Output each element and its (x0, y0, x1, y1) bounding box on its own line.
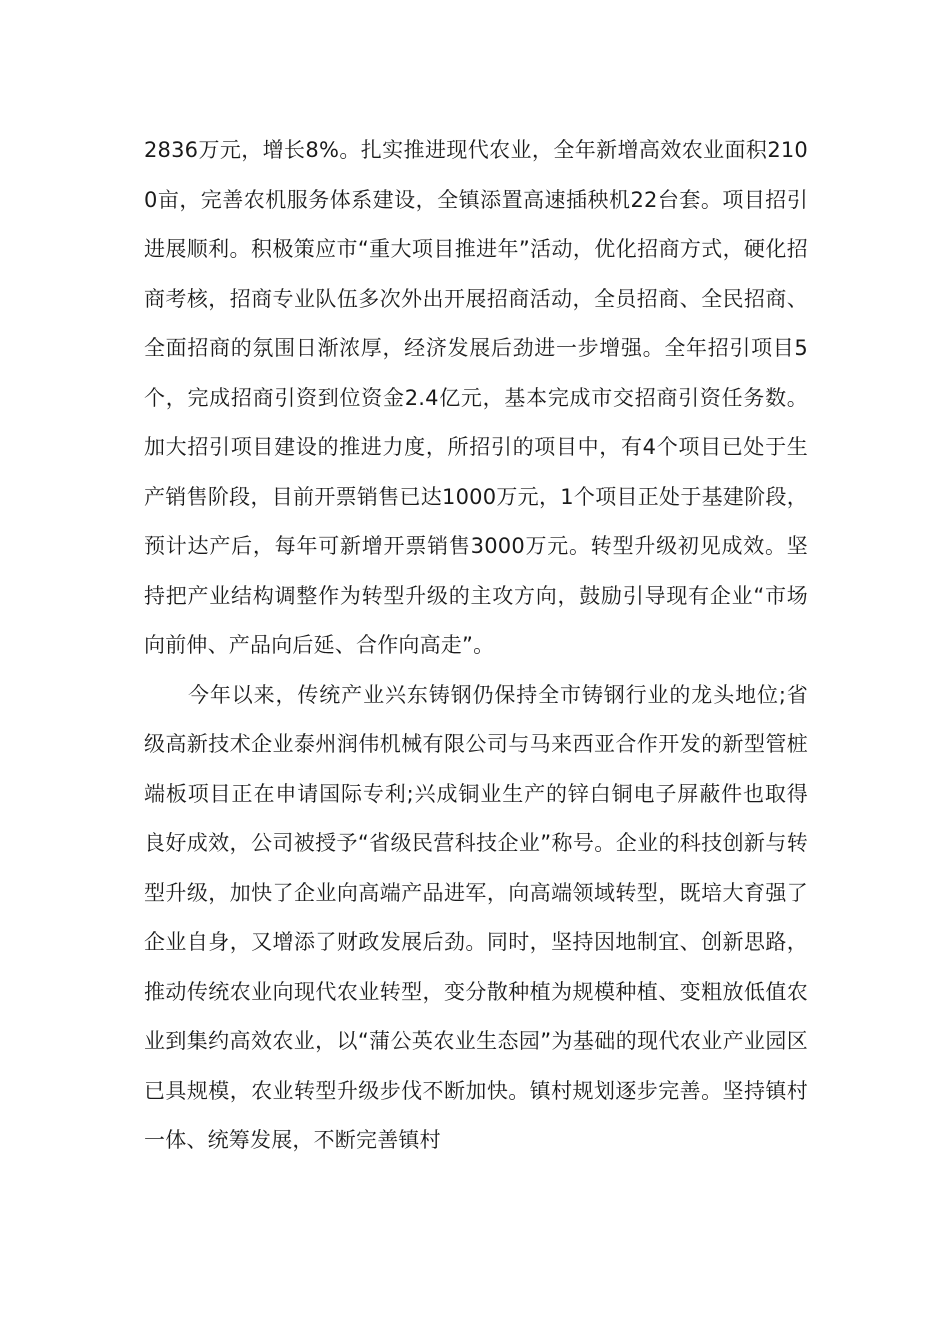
paragraph-2: 今年以来，传统产业兴东铸钢仍保持全市铸钢行业的龙头地位;省级高新技术企业泰州润伟机械有限公司与马来西亚合作开发的新型管桩端板项目正在申请国际专利;兴成铜业生产的锌白铜电子屏蔽件也取得良好成效，公司被授予“省级民营科技企业”称号。企业的科技创新与转型升级，加快了企业向高端产品进军，向高端领域转型，既培大育强了企业自身，又增添了财政发展后劲。同时，坚持因地制宜、创新思路，推动传统农业向现代农业转型，变分散种植为规模种植、变粗放低值农业到集约高效农业，以“蒲公英农业生态园”为基础的现代农业产业园区已具规模，农业转型升级步伐不断加快。镇村规划逐步完善。坚持镇村一体、统筹发展，不断完善镇村 (144, 682, 808, 1152)
body-text (144, 126, 808, 1166)
paragraph-1: 2836万元，增长8%。扎实推进现代农业，全年新增高效农业面积2100亩，完善农机服务体系建设，全镇添置高速插秧机22台套。项目招引进展顺利。积极策应市“重大项目推进年”活动，优化招商方式，硬化招商考核，招商专业队伍多次外出开展招商活动，全员招商、全民招商、全面招商的氛围日渐浓厚，经济发展后劲进一步增强。全年招引项目5个，完成招商引资到位资金2.4亿元，基本完成市交招商引资任务数。加大招引项目建设的推进力度，所招引的项目中，有4个项目已处于生产销售阶段，目前开票销售已达1000万元，1个项目正处于基建阶段，预计达产后，每年可新增开票销售3000万元。转型升级初见成效。坚持把产业结构调整作为转型升级的主攻方向，鼓励引导现有企业“市场向前伸、产品向后延、合作向高走”。 (144, 138, 808, 657)
